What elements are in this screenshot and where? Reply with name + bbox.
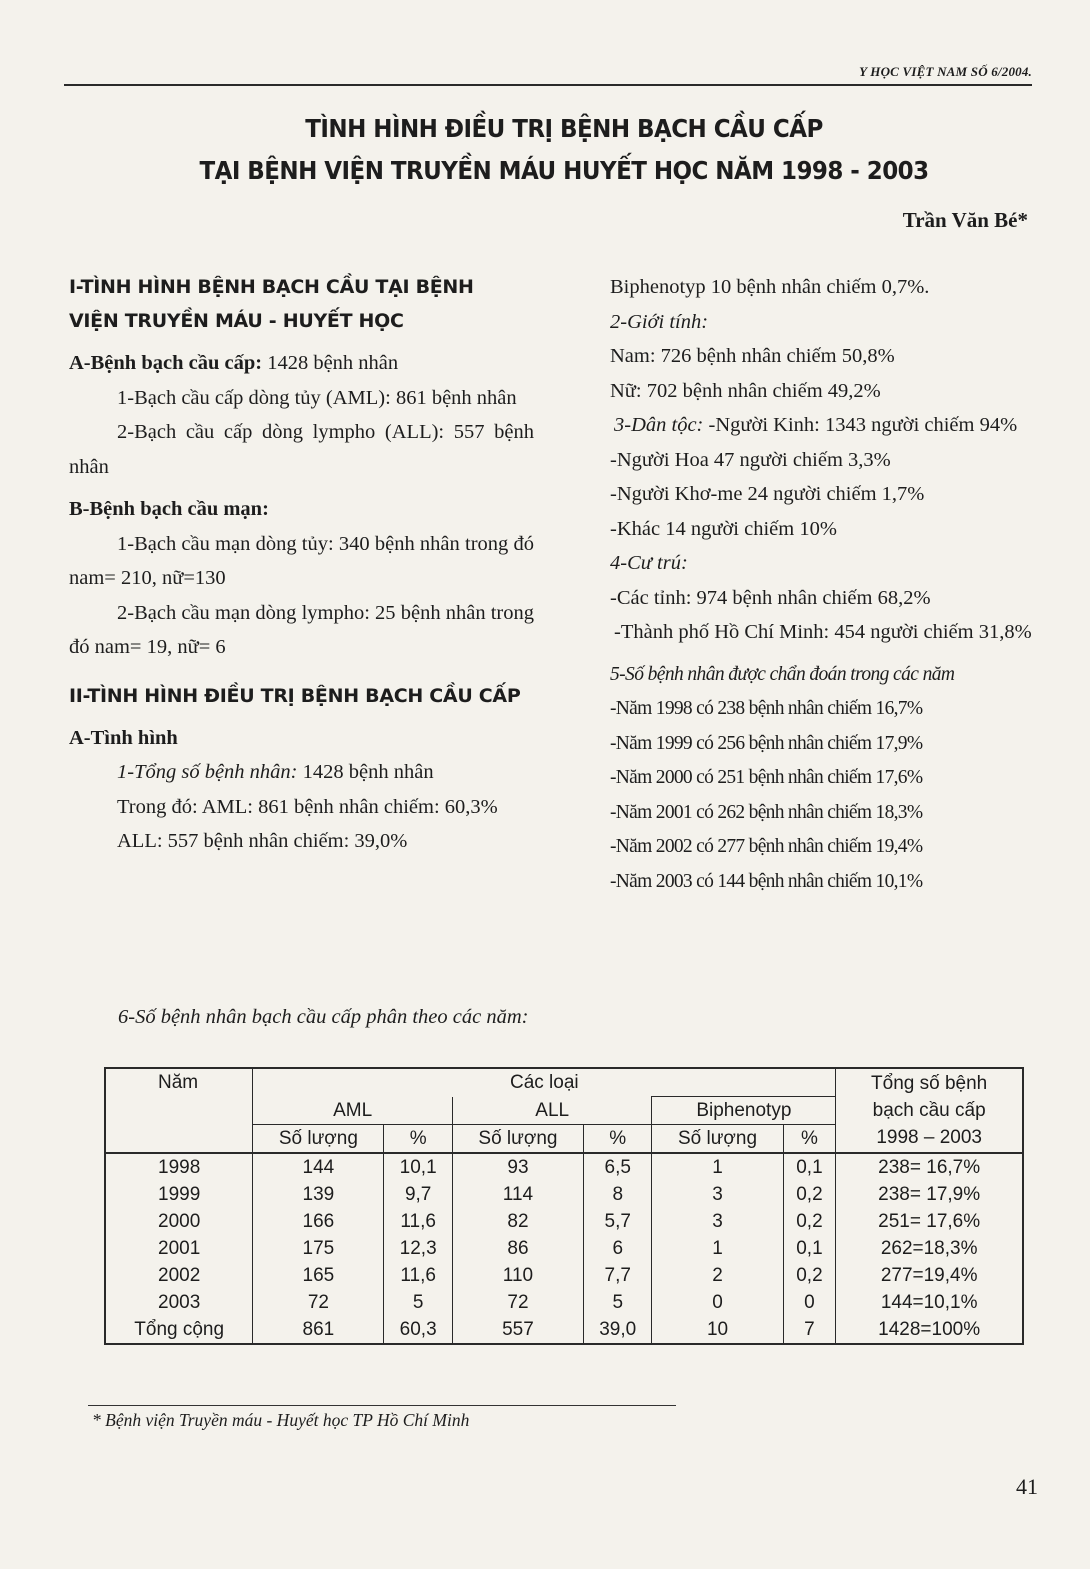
paragraph-all-share: ALL: 557 bệnh nhân chiếm: 39,0% [117, 830, 408, 852]
header-aml: AML [253, 1097, 453, 1125]
leukemia-by-year-table [104, 1067, 1024, 1345]
year-line: -Năm 2001 có 262 bệnh nhân chiếm 18,3% [610, 801, 923, 823]
footnote: * Bệnh viện Truyền máu - Huyết học TP Hồ Chí Minh [92, 1410, 470, 1430]
total-label: 1-Tổng số bệnh nhân: [117, 761, 298, 783]
ethnicity-khmer: -Người Khơ-me 24 người chiếm 1,7% [610, 483, 925, 505]
cell-bip-pct: 0,1 [783, 1235, 836, 1262]
header-all-qty: Số lượng [452, 1125, 583, 1154]
cell-aml-qty: 175 [253, 1235, 384, 1262]
title-line-1: TÌNH HÌNH ĐIỀU TRỊ BỆNH BẠCH CẦU CẤP [305, 114, 823, 143]
section-2-heading: II-TÌNH HÌNH ĐIỀU TRỊ BỆNH BẠCH CẦU CẤP [69, 684, 521, 707]
paragraph-aml: 1-Bạch cầu cấp dòng tủy (AML): 861 bệnh nhân [117, 386, 517, 409]
journal-name: Y HỌC VIỆT NAM SỐ 6/2004. [859, 64, 1032, 79]
cell-year: 2002 [158, 1265, 201, 1286]
cell-bip-qty: 3 [652, 1181, 783, 1208]
cell-total: 238= 17,9% [836, 1181, 1023, 1208]
table-row [105, 1235, 1023, 1262]
table-row [105, 1153, 1023, 1181]
cell-year: Tổng cộng [134, 1319, 225, 1340]
ethnicity-line [566, 408, 1036, 443]
total-text: 1428 bệnh nhân [297, 761, 434, 783]
cell-all-qty: 86 [452, 1235, 583, 1262]
cell-bip-pct: 0,2 [783, 1262, 836, 1289]
subsection-a-text: 1428 bệnh nhân [262, 352, 399, 374]
cell-all-pct: 6 [584, 1235, 652, 1262]
residence-hcmc: -Thành phố Hồ Chí Minh: 454 người chiếm 31,8% [614, 621, 1032, 643]
cell-total: 144=10,1% [836, 1289, 1023, 1316]
cell-aml-qty: 144 [253, 1153, 384, 1181]
header-biphenotyp: Biphenotyp [652, 1097, 836, 1125]
cell-all-qty: 93 [452, 1153, 583, 1181]
ethnicity-kinh: -Người Kinh: 1343 người chiếm 94% [703, 414, 1018, 436]
cell-aml-pct: 9,7 [384, 1181, 452, 1208]
cell-aml-qty: 72 [253, 1289, 384, 1316]
cell-all-qty: 72 [452, 1289, 583, 1316]
cell-all-pct: 7,7 [584, 1262, 652, 1289]
cell-total: 1428=100% [836, 1316, 1023, 1344]
paragraph-aml-share: Trong đó: AML: 861 bệnh nhân chiếm: 60,3% [117, 795, 498, 818]
paragraph-all: 2-Bạch cầu cấp dòng lympho (ALL): 557 bệnh nhân [69, 421, 534, 478]
cell-year: 2001 [158, 1238, 201, 1259]
cell-bip-qty: 3 [652, 1208, 783, 1235]
cell-all-pct: 5 [584, 1289, 652, 1316]
left-column [69, 270, 534, 859]
cell-bip-pct: 0,2 [783, 1181, 836, 1208]
table-row [105, 1262, 1023, 1289]
header-all-pct: % [584, 1125, 652, 1154]
ethnicity-label: 3-Dân tộc: [614, 414, 704, 436]
header-year: Năm [105, 1068, 253, 1153]
cell-all-qty: 110 [452, 1262, 583, 1289]
cell-all-qty: 82 [452, 1208, 583, 1235]
cell-bip-qty: 1 [652, 1235, 783, 1262]
running-header [64, 62, 1032, 86]
header-total-line-3: 1998 – 2003 [876, 1127, 982, 1148]
footnote-divider [88, 1405, 676, 1406]
biphenotyp-line: Biphenotyp 10 bệnh nhân chiếm 0,7%. [610, 276, 930, 298]
gender-male: Nam: 726 bệnh nhân chiếm 50,8% [610, 345, 895, 367]
paragraph-total [69, 755, 534, 790]
header-aml-qty: Số lượng [253, 1125, 384, 1154]
cell-aml-pct: 11,6 [384, 1262, 452, 1289]
cell-aml-pct: 10,1 [384, 1153, 452, 1181]
cell-aml-qty: 165 [253, 1262, 384, 1289]
cell-aml-pct: 5 [384, 1289, 452, 1316]
paragraph-cml: 1-Bạch cầu mạn dòng tủy: 340 bệnh nhân trong đó nam= 210, nữ=130 [69, 532, 534, 589]
cell-all-qty: 114 [452, 1181, 583, 1208]
cell-aml-pct: 60,3 [384, 1316, 452, 1344]
cell-bip-qty: 10 [652, 1316, 783, 1344]
cell-bip-pct: 0,2 [783, 1208, 836, 1235]
gender-heading: 2-Giới tính: [610, 310, 709, 333]
cell-year: 2003 [158, 1292, 201, 1313]
year-line: -Năm 2000 có 251 bệnh nhân chiếm 17,6% [610, 767, 923, 788]
subsection-a [69, 346, 534, 381]
header-total [836, 1068, 1023, 1153]
residence-provinces: -Các tỉnh: 974 bệnh nhân chiếm 68,2% [610, 586, 931, 609]
year-line: -Năm 1998 có 238 bệnh nhân chiếm 16,7% [610, 698, 923, 719]
cell-all-pct: 5,7 [584, 1208, 652, 1235]
year-line: -Năm 1999 có 256 bệnh nhân chiếm 17,9% [610, 732, 923, 754]
cell-all-pct: 8 [584, 1181, 652, 1208]
header-bip-qty: Số lượng [652, 1125, 783, 1154]
subsection-a-heading: A-Bệnh bạch cầu cấp: [69, 352, 263, 374]
cell-bip-qty: 1 [652, 1153, 783, 1181]
cell-bip-pct: 0,1 [783, 1153, 836, 1181]
header-types: Các loại [253, 1068, 836, 1097]
cell-aml-qty: 861 [253, 1316, 384, 1344]
residence-heading: 4-Cư trú: [610, 552, 688, 574]
ethnicity-hoa: -Người Hoa 47 người chiếm 3,3% [610, 448, 891, 471]
cell-year: 1999 [158, 1184, 201, 1205]
cell-aml-pct: 12,3 [384, 1235, 452, 1262]
yearly-heading: 5-Số bệnh nhân được chẩn đoán trong các năm [610, 663, 955, 685]
gender-female: Nữ: 702 bệnh nhân chiếm 49,2% [610, 379, 881, 402]
section-1-heading-line-2: VIỆN TRUYỀN MÁU - HUYẾT HỌC [69, 310, 404, 332]
table-row [105, 1289, 1023, 1316]
table-row-total [105, 1316, 1023, 1344]
year-line: -Năm 2003 có 144 bệnh nhân chiếm 10,1% [610, 870, 923, 892]
cell-year: 1998 [158, 1157, 201, 1178]
cell-bip-pct: 0 [783, 1289, 836, 1316]
cell-all-qty: 557 [452, 1316, 583, 1344]
cell-aml-pct: 11,6 [384, 1208, 452, 1235]
year-line: -Năm 2002 có 277 bệnh nhân chiếm 19,4% [610, 836, 923, 857]
header-all: ALL [452, 1097, 652, 1125]
cell-aml-qty: 166 [253, 1208, 384, 1235]
cell-year: 2000 [158, 1211, 201, 1232]
cell-total: 251= 17,6% [836, 1208, 1023, 1235]
header-total-line-1: Tổng số bệnh [871, 1073, 988, 1094]
cell-bip-qty: 0 [652, 1289, 783, 1316]
cell-total: 277=19,4% [836, 1262, 1023, 1289]
cell-total: 238= 16,7% [836, 1153, 1023, 1181]
right-column [566, 270, 1036, 899]
cell-all-pct: 6,5 [584, 1153, 652, 1181]
header-total-line-2: bạch cầu cấp [872, 1100, 986, 1121]
cell-bip-qty: 2 [652, 1262, 783, 1289]
subsection-c-heading: A-Tình hình [69, 726, 178, 749]
title-line-2: TẠI BỆNH VIỆN TRUYỀN MÁU HUYẾT HỌC NĂM 1998 - 2003 [199, 156, 929, 185]
subsection-b-heading: B-Bệnh bạch cầu mạn: [69, 498, 269, 520]
cell-bip-pct: 7 [783, 1316, 836, 1344]
section-1-heading [69, 270, 534, 338]
article-title [104, 108, 1024, 192]
header-bip-pct: % [783, 1125, 836, 1154]
page-number: 41 [1016, 1474, 1038, 1499]
ethnicity-other: -Khác 14 người chiếm 10% [610, 517, 837, 540]
paragraph-cll: 2-Bạch cầu mạn dòng lympho: 25 bệnh nhân trong đó nam= 19, nữ= 6 [69, 601, 534, 658]
cell-all-pct: 39,0 [584, 1316, 652, 1344]
table-row [105, 1181, 1023, 1208]
cell-total: 262=18,3% [836, 1235, 1023, 1262]
cell-aml-qty: 139 [253, 1181, 384, 1208]
section-1-heading-line-1: I-TÌNH HÌNH BỆNH BẠCH CẦU TẠI BỆNH [69, 276, 474, 298]
author: Trần Văn Bé* [902, 208, 1028, 232]
table-caption: 6-Số bệnh nhân bạch cầu cấp phân theo các năm: [118, 1006, 529, 1028]
table-row [105, 1208, 1023, 1235]
header-aml-pct: % [384, 1125, 452, 1154]
